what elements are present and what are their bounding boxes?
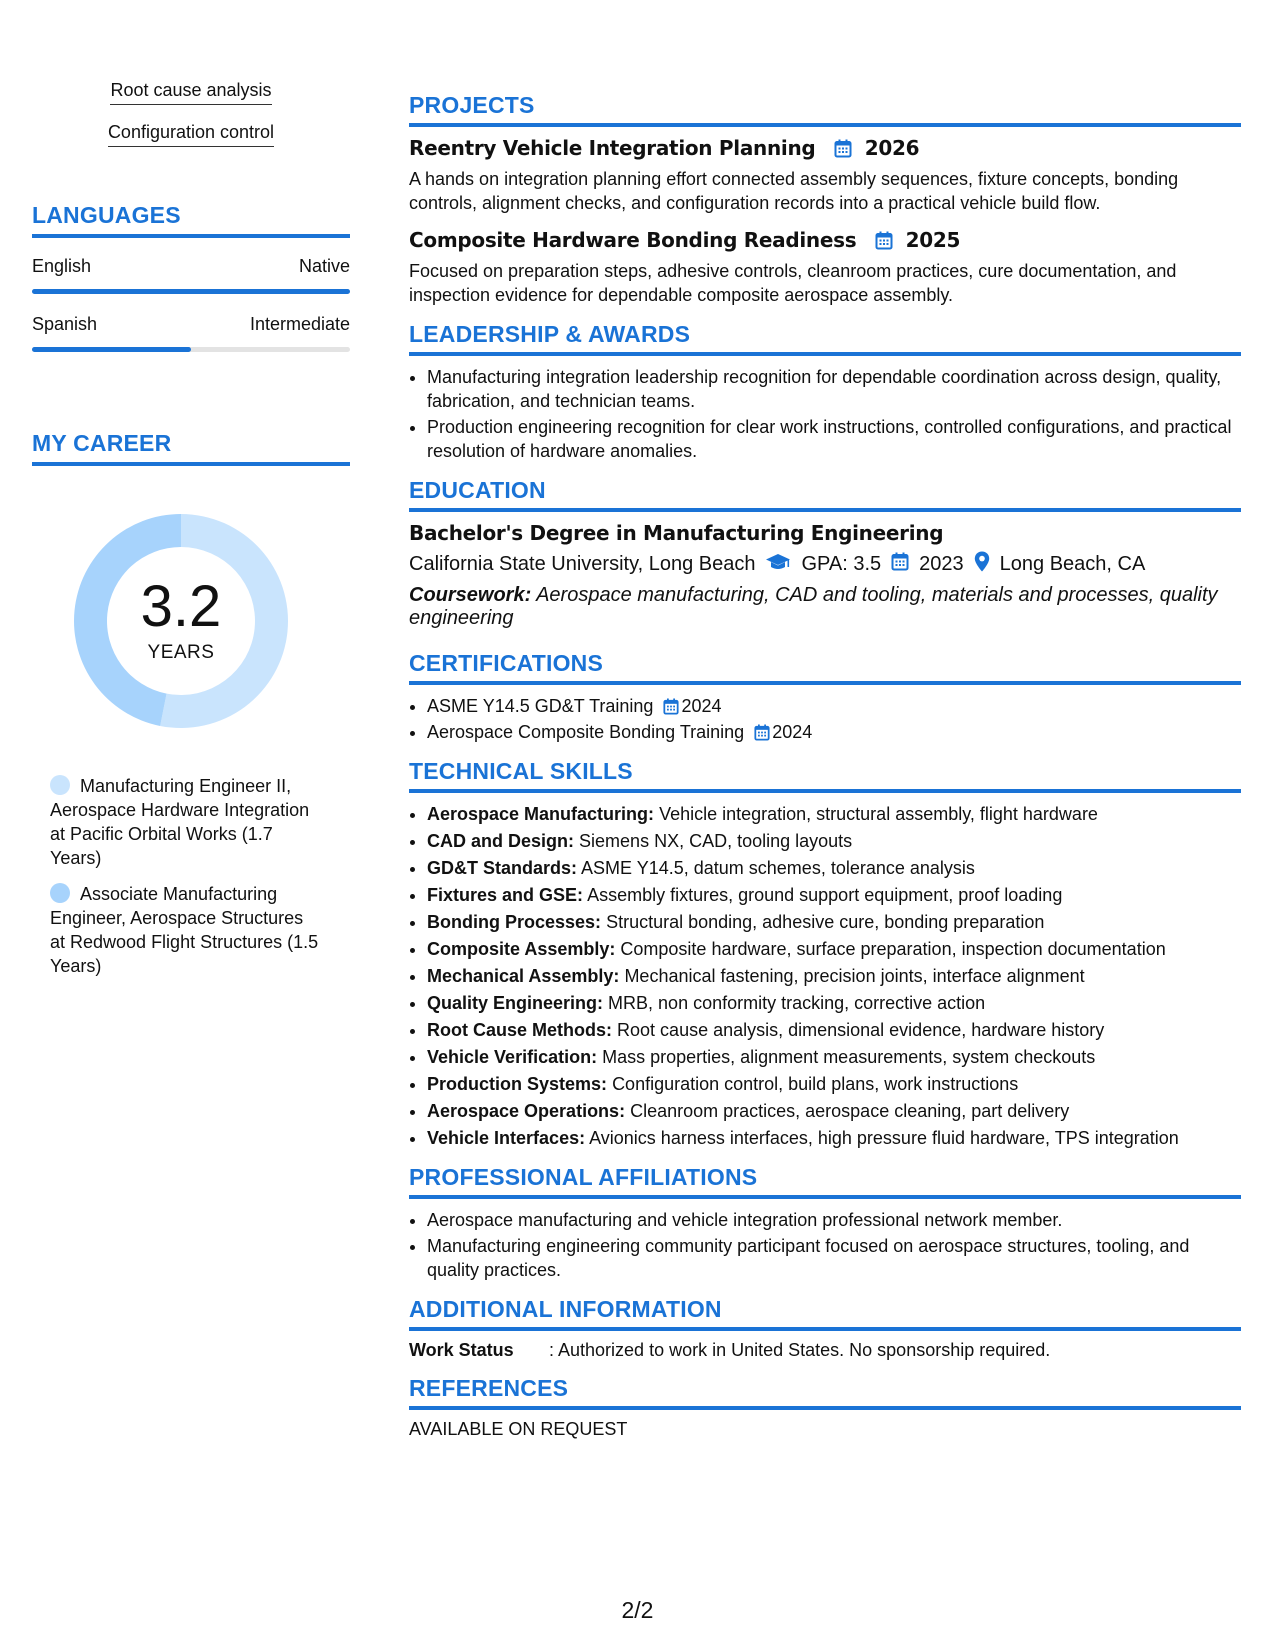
certification-item xyxy=(427,694,1241,718)
skill-label: Quality Engineering: xyxy=(427,993,604,1013)
calendar-icon xyxy=(875,231,893,255)
skill-text: Cleanroom practices, aerospace cleaning, part delivery xyxy=(630,1101,1070,1121)
skill-text: Siemens NX, CAD, tooling layouts xyxy=(579,831,853,851)
skills-section xyxy=(409,758,1241,1150)
project-year: 2026 xyxy=(864,136,920,160)
career-section xyxy=(32,430,350,978)
skill-label: Vehicle Verification: xyxy=(427,1047,598,1067)
language-item xyxy=(32,256,350,294)
skill-text: Mechanical fastening, precision joints, interface alignment xyxy=(624,966,1085,986)
project-item xyxy=(409,228,1241,307)
calendar-icon xyxy=(834,139,852,163)
education-title: EDUCATION xyxy=(409,477,1241,512)
language-name: English xyxy=(32,256,92,276)
language-level: Native xyxy=(298,256,350,276)
affiliations-title: PROFESSIONAL AFFILIATIONS xyxy=(409,1164,1241,1199)
skill-item xyxy=(427,991,1241,1015)
career-item-text: Manufacturing Engineer II, Aerospace Hardware Integration at Pacific Orbital Works (1.7 Years) xyxy=(50,776,310,868)
skills-title: TECHNICAL SKILLS xyxy=(409,758,1241,793)
coursework-text: Aerospace manufacturing, CAD and tooling, materials and processes, quality engineering xyxy=(409,584,1218,629)
projects-title: PROJECTS xyxy=(409,92,1241,127)
education-section xyxy=(409,477,1241,630)
skill-label: Production Systems: xyxy=(427,1074,608,1094)
skill-item xyxy=(427,1099,1241,1123)
education-year: 2023 xyxy=(919,553,964,575)
skill-item xyxy=(427,1126,1241,1150)
affiliation-item: • Aerospace manufacturing and vehicle integration professional network member. xyxy=(427,1208,1241,1232)
certification-name: Aerospace Composite Bonding Training xyxy=(427,722,745,742)
skill-label: Bonding Processes: xyxy=(427,912,602,932)
career-item xyxy=(50,774,322,870)
skill-text: Assembly fixtures, ground support equipment, proof loading xyxy=(587,885,1063,905)
career-item-text: Associate Manufacturing Engineer, Aerospace Structures at Redwood Flight Structures (1.5 Years) xyxy=(50,884,319,976)
affiliation-item: • Manufacturing engineering community participant focused on aerospace structures, tooling, and quality practices. xyxy=(427,1234,1241,1282)
project-name: Composite Hardware Bonding Readiness xyxy=(409,228,857,252)
skill-item xyxy=(427,1045,1241,1069)
work-status-label: Work Status xyxy=(409,1340,514,1360)
career-item xyxy=(50,882,322,978)
career-years-label: YEARS xyxy=(147,642,215,663)
skill-tag: Root cause analysis xyxy=(110,80,271,105)
leadership-item: • Production engineering recognition for clear work instructions, controlled configurations, and practical resolution of hardware anomalies. xyxy=(427,415,1241,463)
project-description: Focused on preparation steps, adhesive controls, cleanroom practices, cure documentation, and inspection evidence for dependable composite aerospace assembly. xyxy=(409,261,1177,305)
references-text: AVAILABLE ON REQUEST xyxy=(409,1419,628,1439)
certification-item xyxy=(427,720,1241,744)
calendar-icon xyxy=(891,552,909,577)
skill-label: Mechanical Assembly: xyxy=(427,966,620,986)
project-year: 2025 xyxy=(905,228,961,252)
career-title: MY CAREER xyxy=(32,430,350,466)
language-proficiency-bar xyxy=(32,347,350,352)
education-location: Long Beach, CA xyxy=(999,553,1146,575)
skill-label: Fixtures and GSE: xyxy=(427,885,584,905)
certifications-title: CERTIFICATIONS xyxy=(409,650,1241,685)
leadership-item: • Manufacturing integration leadership recognition for dependable coordination across design, quality, fabrication, and technician teams. xyxy=(427,365,1241,413)
graduation-cap-icon xyxy=(765,552,791,578)
education-meta xyxy=(409,551,1241,578)
skill-text: Mass properties, alignment measurements, system checkouts xyxy=(602,1047,1096,1067)
skill-text: Configuration control, build plans, work instructions xyxy=(612,1074,1019,1094)
leadership-section xyxy=(409,321,1241,463)
skill-label: GD&T Standards: xyxy=(427,858,578,878)
certifications-section xyxy=(409,650,1241,744)
additional-section xyxy=(409,1296,1241,1361)
left-column xyxy=(32,80,350,990)
career-legend-dot xyxy=(50,883,70,903)
skill-text: MRB, non conformity tracking, corrective action xyxy=(608,993,986,1013)
skill-text: Root cause analysis, dimensional evidence, hardware history xyxy=(617,1020,1105,1040)
skill-item xyxy=(427,937,1241,961)
career-legend-dot xyxy=(50,775,70,795)
references-section xyxy=(409,1375,1241,1440)
skill-label: Vehicle Interfaces: xyxy=(427,1128,586,1148)
language-proficiency-fill xyxy=(32,289,350,294)
leadership-title: LEADERSHIP & AWARDS xyxy=(409,321,1241,356)
skill-text: Vehicle integration, structural assembly, flight hardware xyxy=(659,804,1098,824)
work-status-value: : Authorized to work in United States. No sponsorship required. xyxy=(549,1340,1051,1360)
skill-item xyxy=(427,1018,1241,1042)
coursework-label: Coursework: xyxy=(409,584,532,606)
education-gpa: GPA: 3.5 xyxy=(801,553,882,575)
skill-item xyxy=(427,910,1241,934)
skill-tag: Configuration control xyxy=(108,122,274,147)
career-list xyxy=(50,774,322,978)
languages-title: LANGUAGES xyxy=(32,202,350,238)
certification-name: ASME Y14.5 GD&T Training xyxy=(427,696,654,716)
calendar-icon xyxy=(653,696,681,716)
skill-label: Aerospace Operations: xyxy=(427,1101,626,1121)
right-column xyxy=(409,92,1241,1454)
location-pin-icon xyxy=(974,551,990,578)
skill-item xyxy=(427,802,1241,826)
language-item xyxy=(32,314,350,352)
skill-text: ASME Y14.5, datum schemes, tolerance analysis xyxy=(581,858,975,878)
education-school: California State University, Long Beach xyxy=(409,553,756,575)
language-proficiency-bar xyxy=(32,289,350,294)
skill-label: CAD and Design: xyxy=(427,831,575,851)
tag-list xyxy=(32,80,350,164)
references-title: REFERENCES xyxy=(409,1375,1241,1410)
skill-label: Aerospace Manufacturing: xyxy=(427,804,655,824)
project-description: A hands on integration planning effort connected assembly sequences, fixture concepts, bonding controls, alignment checks, and configuration records into a practical vehicle build flow. xyxy=(409,169,1179,213)
language-name: Spanish xyxy=(32,314,98,334)
project-item xyxy=(409,136,1241,215)
language-level: Intermediate xyxy=(249,314,350,334)
career-total-years: 3.2 xyxy=(140,574,222,639)
skill-label: Composite Assembly: xyxy=(427,939,616,959)
skill-label: Root Cause Methods: xyxy=(427,1020,613,1040)
calendar-icon xyxy=(744,722,772,742)
skill-text: Composite hardware, surface preparation, inspection documentation xyxy=(620,939,1166,959)
skill-item xyxy=(427,856,1241,880)
project-name: Reentry Vehicle Integration Planning xyxy=(409,136,816,160)
certification-year: 2024 xyxy=(681,696,722,716)
language-proficiency-fill xyxy=(32,347,191,352)
skill-text: Structural bonding, adhesive cure, bonding preparation xyxy=(606,912,1045,932)
languages-section xyxy=(32,202,350,352)
skills-list xyxy=(409,802,1241,1150)
certification-year: 2024 xyxy=(772,722,813,742)
additional-title: ADDITIONAL INFORMATION xyxy=(409,1296,1241,1331)
skill-item xyxy=(427,829,1241,853)
skill-item xyxy=(427,883,1241,907)
skill-item xyxy=(427,1072,1241,1096)
career-donut-chart xyxy=(66,506,296,736)
education-degree: Bachelor's Degree in Manufacturing Engineering xyxy=(409,521,944,545)
projects-section xyxy=(409,92,1241,307)
skill-text: Avionics harness interfaces, high pressure fluid hardware, TPS integration xyxy=(589,1128,1179,1148)
page-number: 2/2 xyxy=(621,1597,654,1623)
education-coursework xyxy=(409,584,1241,630)
skill-item xyxy=(427,964,1241,988)
affiliations-section xyxy=(409,1164,1241,1282)
